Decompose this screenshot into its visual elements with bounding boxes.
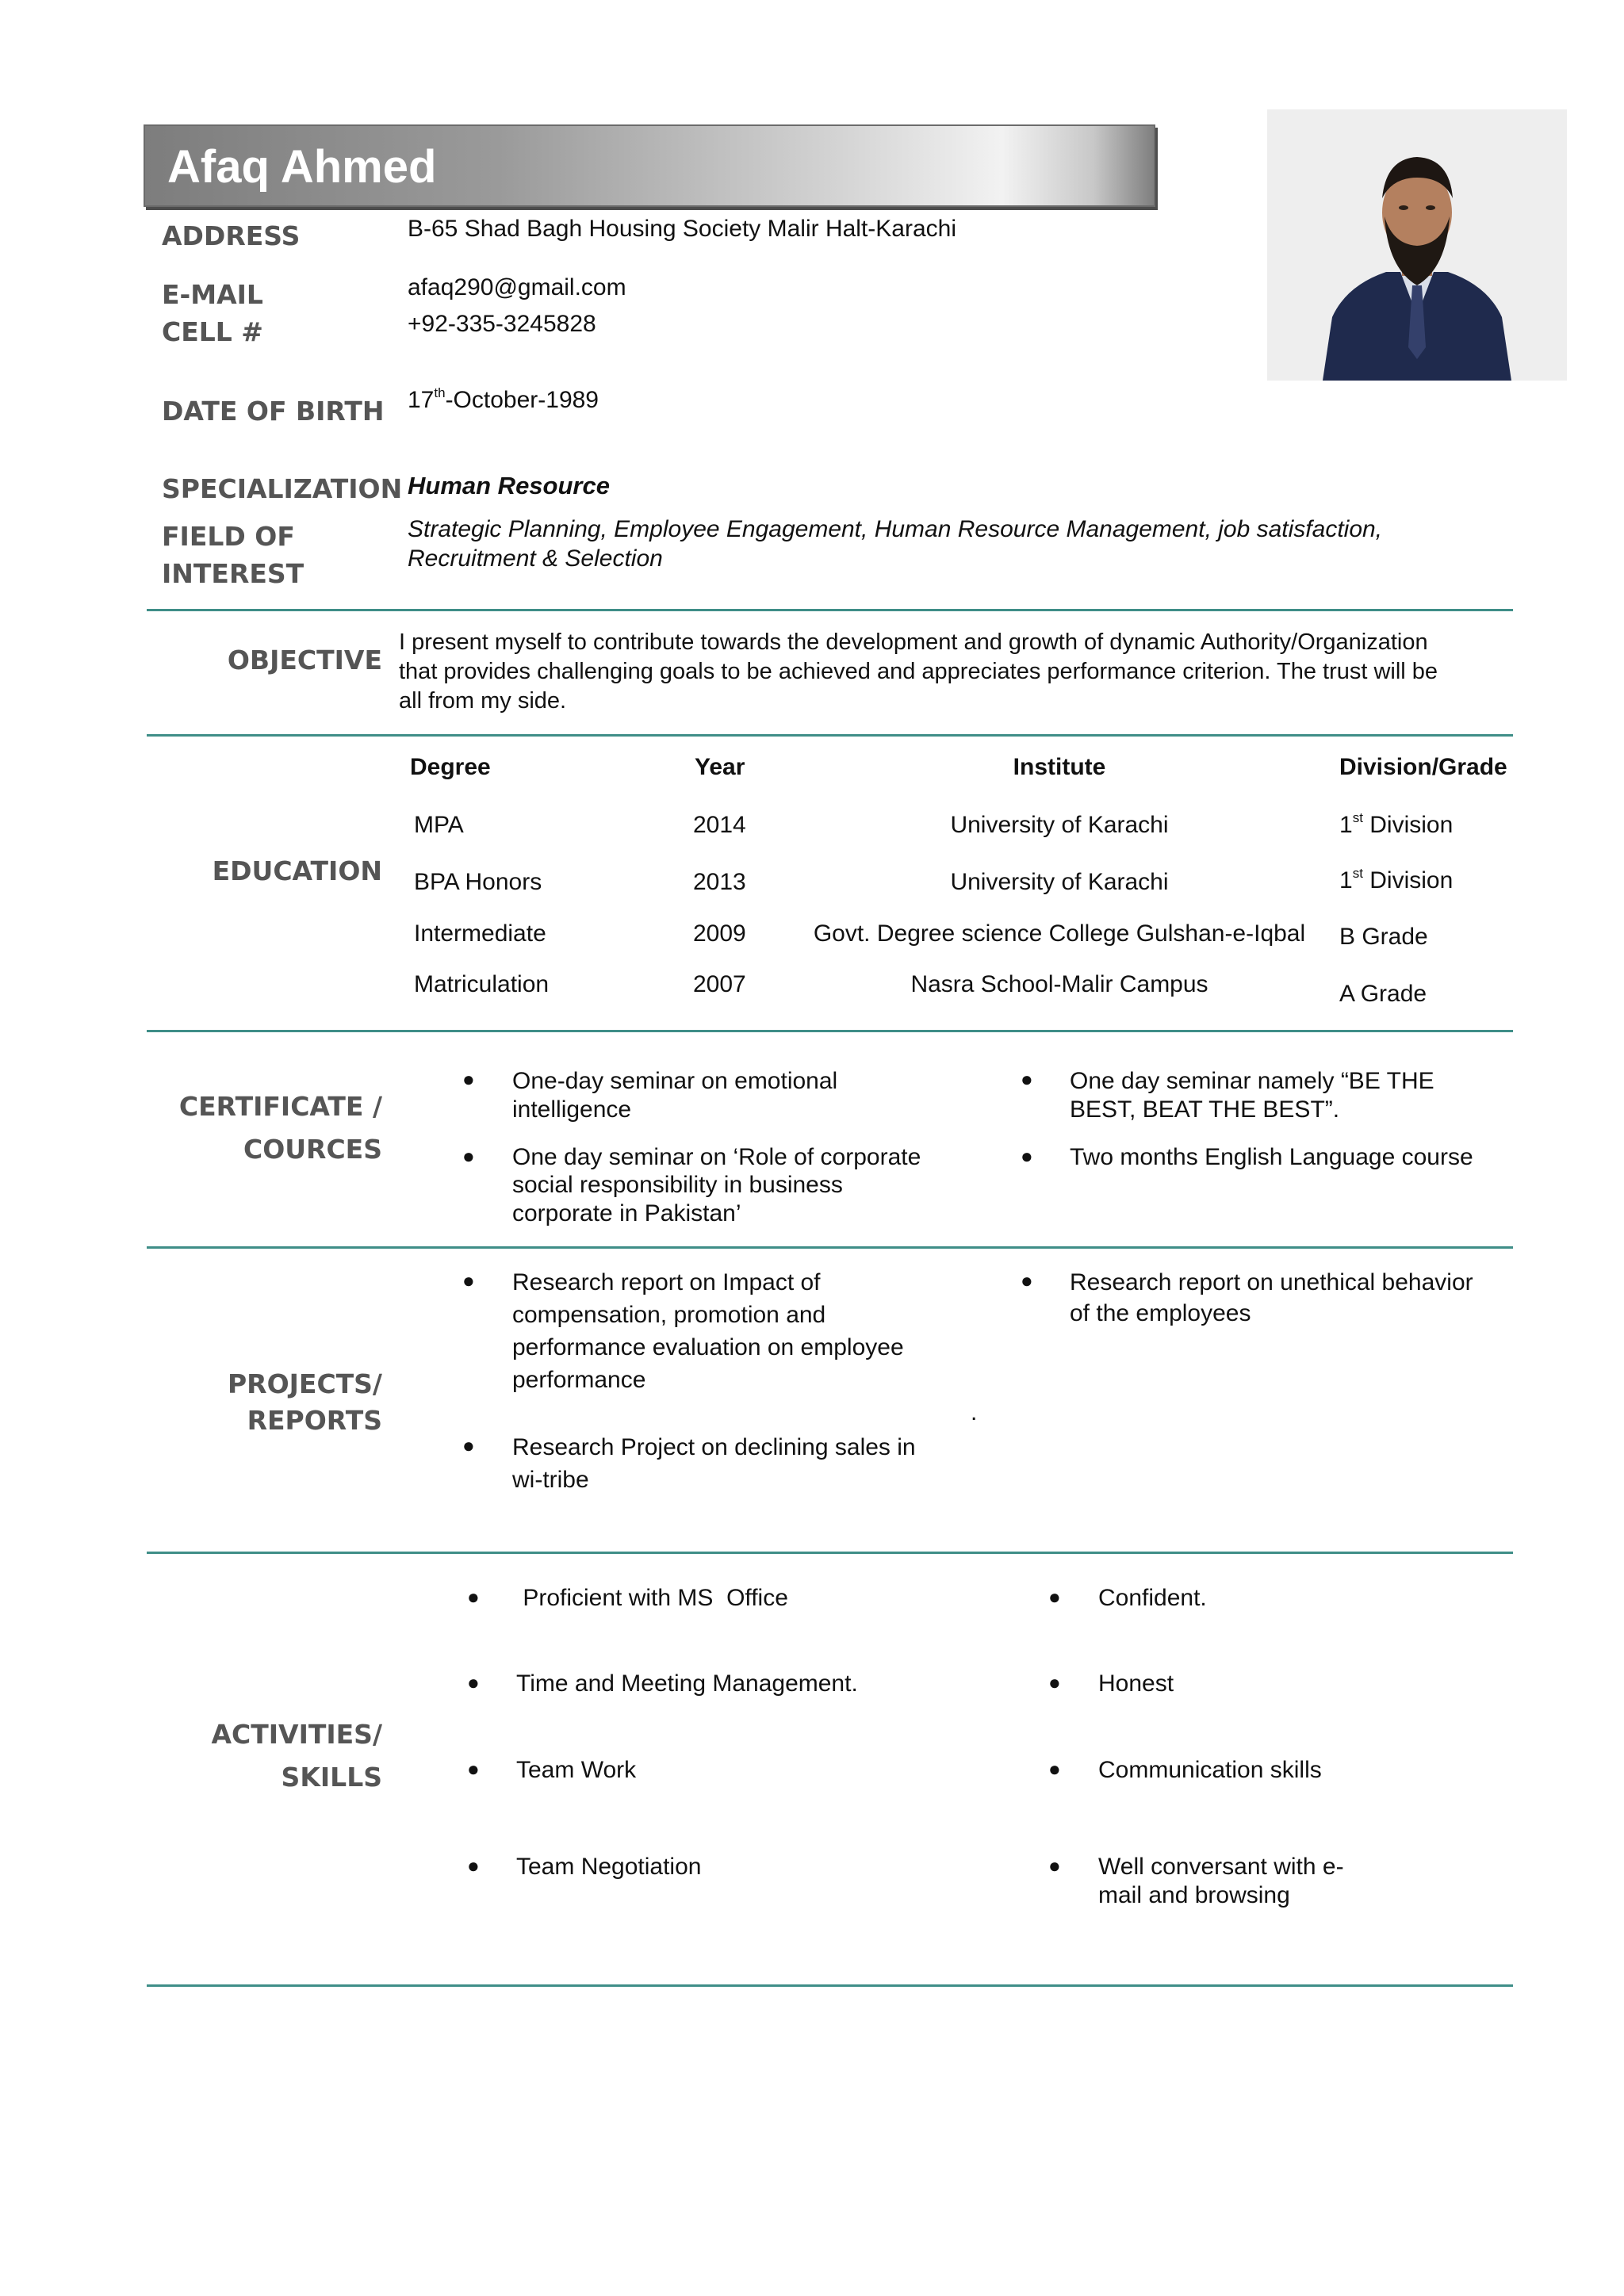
education-header-degree: Degree (410, 754, 491, 780)
certificate-line: corporate in Pakistan’ (512, 1200, 741, 1226)
dob-label: DATE OF BIRTH (162, 396, 385, 427)
profile-photo (1267, 109, 1567, 381)
degree-cell: Matriculation (414, 971, 550, 997)
bullet-icon: ● (467, 1854, 480, 1877)
skill-item: Proficient with MS Office (516, 1585, 788, 1611)
dob-rest: -October-1989 (445, 387, 599, 413)
certificate-line: intelligence (512, 1096, 632, 1123)
skill-item: Well conversant with e- (1098, 1854, 1344, 1880)
projects-label-line2: REPORTS (247, 1405, 382, 1436)
divider (147, 1030, 1513, 1032)
project-line: performance (512, 1367, 646, 1393)
skill-item: Team Work (516, 1757, 637, 1783)
year-cell: 2009 (693, 920, 746, 947)
bullet-icon: ● (467, 1670, 480, 1694)
project-line: Research report on Impact of (512, 1269, 821, 1295)
grade-cell (1339, 812, 1453, 839)
certificate-line: One day seminar on ‘Role of corporate (512, 1144, 921, 1170)
education-label: EDUCATION (212, 855, 382, 886)
grade-cell: A Grade (1339, 981, 1427, 1007)
divider (147, 1984, 1513, 1987)
certificate-line: Two months English Language course (1070, 1144, 1473, 1170)
certificate-line: One day seminar namely “BE THE (1070, 1068, 1434, 1094)
grade-suffix: st (1352, 866, 1363, 881)
bullet-icon: ● (1048, 1854, 1061, 1877)
project-line: performance evaluation on employee (512, 1334, 904, 1360)
bullet-icon: ● (1021, 1067, 1033, 1091)
project-line: Research Project on declining sales in (512, 1434, 916, 1460)
certificates-label-line2: COURCES (243, 1134, 382, 1165)
objective-line1: I present myself to contribute towards the development and growth of dynamic Authority/Organization (399, 629, 1428, 655)
certificates-label-line1: CERTIFICATE / (178, 1091, 382, 1122)
candidate-name: Afaq Ahmed (167, 141, 437, 193)
skill-item: Confident. (1098, 1585, 1207, 1611)
email-label: E-MAIL (162, 279, 263, 310)
certificate-line: social responsibility in business (512, 1172, 843, 1198)
specialization-value: Human Resource (408, 472, 610, 499)
projects-label-line1: PROJECTS/ (227, 1368, 382, 1399)
bullet-icon: ● (1021, 1269, 1033, 1292)
skills-label-line2: SKILLS (281, 1762, 382, 1793)
grade-cell: B Grade (1339, 924, 1428, 950)
education-header-institute: Institute (1013, 754, 1106, 780)
interest-value-line2: Recruitment & Selection (408, 545, 663, 572)
bullet-icon: ● (462, 1433, 475, 1457)
divider (147, 734, 1513, 737)
dob-day: 17 (408, 387, 435, 413)
year-cell: 2014 (693, 812, 746, 838)
certificate-line: One-day seminar on emotional (512, 1068, 838, 1094)
year-cell: 2013 (693, 869, 746, 895)
project-line: Research report on unethical behavior (1070, 1269, 1473, 1295)
bullet-icon: ● (467, 1757, 480, 1781)
objective-label: OBJECTIVE (227, 645, 382, 675)
interest-label-line1: FIELD OF (162, 521, 295, 552)
grade-division: Division (1362, 812, 1454, 838)
bullet-icon: ● (1048, 1670, 1061, 1694)
grade-cell (1339, 867, 1453, 894)
bullet-icon: ● (1048, 1585, 1061, 1609)
divider (147, 609, 1513, 611)
divider (147, 1246, 1513, 1249)
grade-number: 1 (1339, 812, 1353, 838)
dob-suffix: th (434, 385, 446, 400)
skill-item: Communication skills (1098, 1757, 1322, 1783)
bullet-icon: ● (462, 1269, 475, 1292)
grade-division: Division (1362, 867, 1454, 894)
project-line: compensation, promotion and (512, 1302, 826, 1328)
education-header-grade: Division/Grade (1339, 754, 1507, 780)
skill-item-continued: mail and browsing (1098, 1882, 1290, 1908)
degree-cell: BPA Honors (414, 869, 542, 895)
divider (147, 1552, 1513, 1554)
certificate-line: BEST, BEAT THE BEST”. (1070, 1096, 1340, 1123)
stray-dot: . (971, 1399, 978, 1425)
degree-cell: MPA (414, 812, 464, 838)
address-label: ADDRESS (162, 220, 301, 251)
objective-line2: that provides challenging goals to be achieved and appreciates performance criterion. The trust will be (399, 659, 1438, 684)
address-value: B-65 Shad Bagh Housing Society Malir Halt-Karachi (408, 216, 957, 242)
interest-label-line2: INTEREST (162, 558, 304, 589)
degree-cell: Intermediate (414, 920, 546, 947)
bullet-icon: ● (462, 1144, 475, 1168)
email-value: afaq290@gmail.com (408, 274, 626, 300)
institute-cell: Govt. Degree science College Gulshan-e-Iqbal (813, 920, 1306, 947)
name-banner (144, 124, 1155, 207)
objective-line3: all from my side. (399, 688, 567, 714)
bullet-icon: ● (1048, 1757, 1061, 1781)
cell-label: CELL # (162, 316, 263, 347)
institute-cell: University of Karachi (950, 812, 1169, 838)
project-line: wi-tribe (512, 1467, 589, 1493)
project-line: of the employees (1070, 1300, 1251, 1326)
bullet-icon: ● (1021, 1144, 1033, 1168)
institute-cell: University of Karachi (950, 869, 1169, 895)
interest-value-line1: Strategic Planning, Employee Engagement, Human Resource Management, job satisfaction, (408, 516, 1383, 542)
bullet-icon: ● (467, 1585, 480, 1609)
year-cell: 2007 (693, 971, 746, 997)
person-photo-illustration (1267, 109, 1567, 381)
specialization-label: SPECIALIZATION (162, 473, 403, 504)
institute-cell: Nasra School-Malir Campus (910, 971, 1208, 997)
skill-item: Time and Meeting Management. (516, 1670, 858, 1697)
grade-number: 1 (1339, 867, 1353, 894)
skills-label-line1: ACTIVITIES/ (211, 1719, 382, 1750)
skill-item: Honest (1098, 1670, 1174, 1697)
education-header-year: Year (695, 754, 745, 780)
dob-value (408, 385, 599, 415)
bullet-icon: ● (462, 1067, 475, 1091)
grade-suffix: st (1352, 810, 1363, 825)
skill-item: Team Negotiation (516, 1854, 702, 1880)
cell-value: +92-335-3245828 (408, 311, 596, 337)
